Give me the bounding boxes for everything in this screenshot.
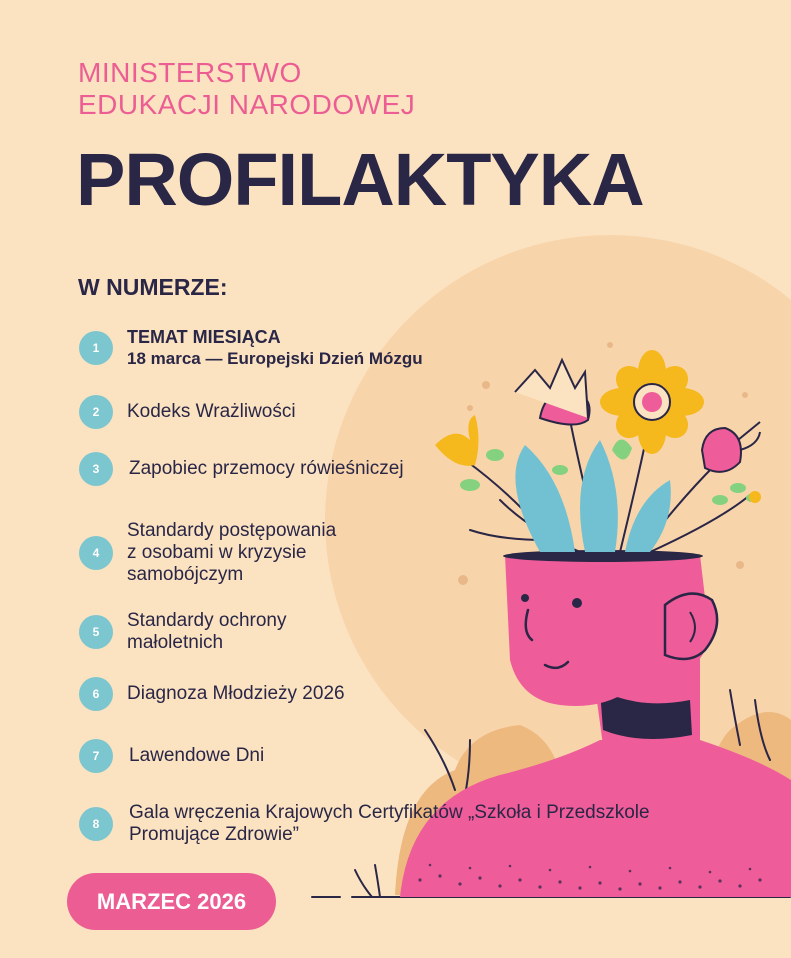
- item-line-2: z osobami w kryzysie: [127, 542, 307, 563]
- item-line-1: Standardy postępowania: [127, 520, 337, 541]
- pink-bud: [702, 428, 741, 472]
- item-number-badge: 4: [79, 536, 113, 570]
- item-number-badge: 8: [79, 807, 113, 841]
- magazine-title: PROFILAKTYKA: [76, 138, 644, 221]
- item-line-1: Gala wręczenia Krajowych Certyfikatów „Szkoła i Przedszkole: [129, 802, 650, 823]
- item-line-2: Promujące Zdrowie”: [129, 824, 299, 845]
- item-number-badge: 7: [79, 739, 113, 773]
- item-number-badge: 3: [79, 452, 113, 486]
- contents-item-7: [79, 739, 264, 773]
- contents-item-5: [79, 610, 287, 654]
- item-line-1: Kodeks Wrażliwości: [127, 401, 296, 422]
- item-line-1: 18 marca — Europejski Dzień Mózgu: [127, 349, 423, 368]
- item-title: TEMAT MIESIĄCA: [127, 327, 281, 347]
- ministry-line-1: MINISTERSTWO: [78, 57, 302, 88]
- item-line-1: Diagnoza Młodzieży 2026: [127, 683, 345, 704]
- item-line-3: samobójczym: [127, 564, 244, 585]
- item-number-badge: 2: [79, 395, 113, 429]
- contents-item-2: [79, 395, 296, 429]
- item-number-badge: 1: [79, 331, 113, 365]
- item-line-2: małoletnich: [127, 632, 224, 653]
- contents-item-1: [79, 326, 423, 370]
- item-line-1: Standardy ochrony: [127, 610, 287, 631]
- contents-item-4: [79, 520, 336, 586]
- ministry-line-2: EDUKACJI NARODOWEJ: [78, 89, 416, 120]
- contents-item-8: [79, 802, 650, 846]
- issue-date-badge: MARZEC 2026: [67, 873, 276, 930]
- item-number-badge: 5: [79, 615, 113, 649]
- item-number-badge: 6: [79, 677, 113, 711]
- item-line-1: Zapobiec przemocy rówieśniczej: [129, 458, 404, 479]
- contents-item-6: [79, 677, 345, 711]
- item-line-1: Lawendowe Dni: [129, 745, 265, 766]
- ministry-name: [78, 57, 415, 121]
- contents-heading: W NUMERZE:: [78, 274, 228, 300]
- contents-item-3: [79, 452, 404, 486]
